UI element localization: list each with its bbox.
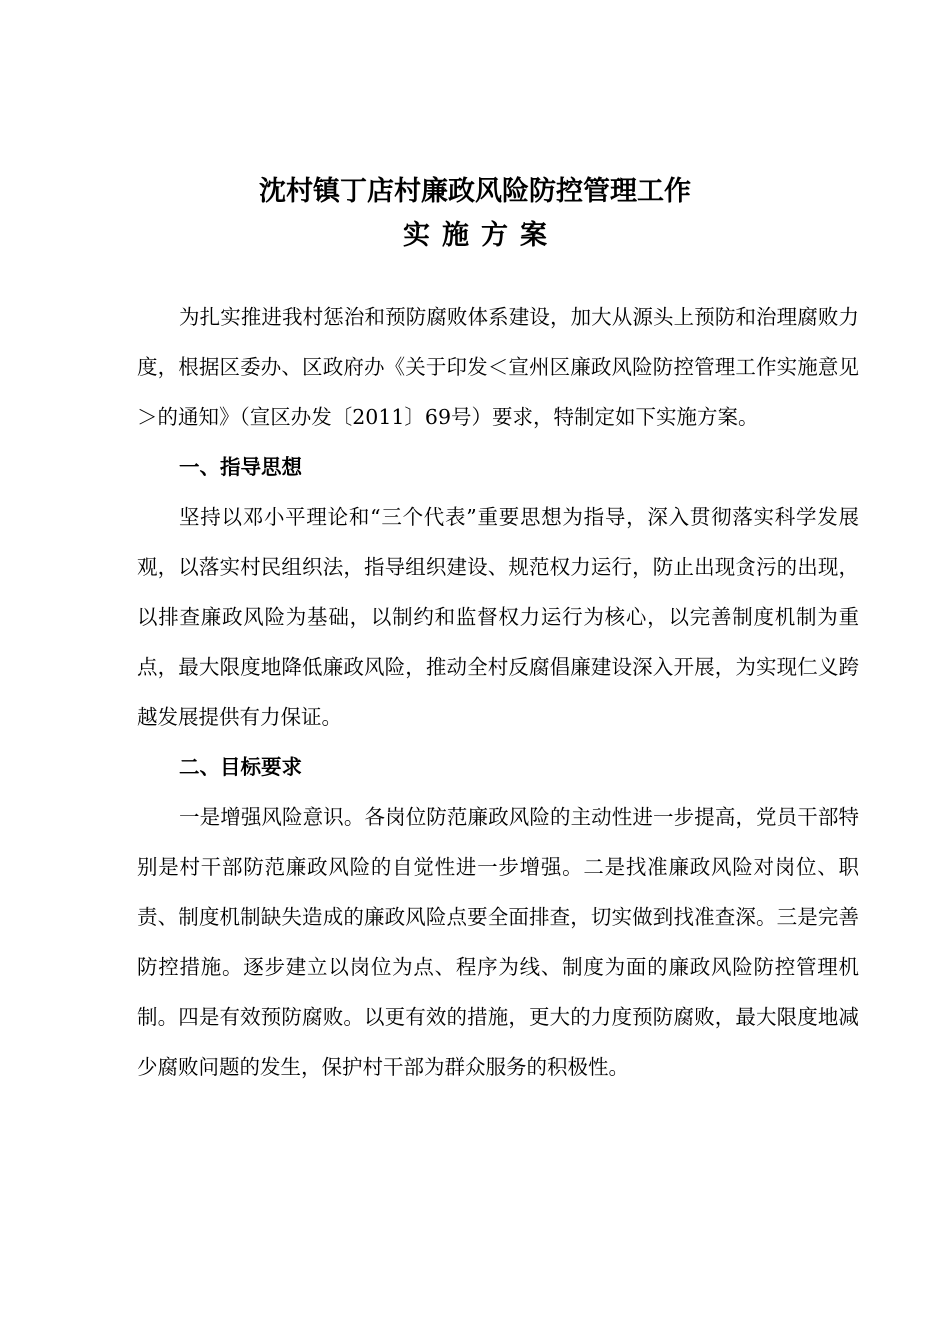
title-line-1: 沈村镇丁店村廉政风险防控管理工作 — [259, 176, 691, 207]
document-title — [0, 170, 950, 258]
section-heading-goals: 二、目标要求 — [179, 755, 302, 779]
section-heading-guiding-thought: 一、指导思想 — [179, 455, 302, 479]
section-body-guiding-thought: 坚持以邓小平理论和“三个代表”重要思想为指导，深入贯彻落实科学发展观，以落实村民组织法，指导组织建设、规范权力运行，防止出现贪污的出现，以排查廉政风险为基础，以制约和监督权力运行为核心，以完善制度机制为重点，最大限度地降低廉政风险，推动全村反腐倡廉建设深入开展，为实现仁义跨越发展提供有力保证。 — [137, 505, 859, 729]
title-line-2: 实施方案 — [403, 220, 559, 251]
intro-paragraph: 为扎实推进我村惩治和预防腐败体系建设，加大从源头上预防和治理腐败力度，根据区委办、区政府办《关于印发＜宣州区廉政风险防控管理工作实施意见＞的通知》（宣区办发〔2011〕69号）要求，特制定如下实施方案。 — [137, 305, 859, 429]
document-body — [137, 292, 859, 1092]
section-body-goals: 一是增强风险意识。各岗位防范廉政风险的主动性进一步提高，党员干部特别是村干部防范廉政风险的自觉性进一步增强。二是找准廉政风险对岗位、职责、制度机制缺失造成的廉政风险点要全面排查，切实做到找准查深。三是完善防控措施。逐步建立以岗位为点、程序为线、制度为面的廉政风险防控管理机制。四是有效预防腐败。以更有效的措施，更大的力度预防腐败，最大限度地减少腐败问题的发生，保护村干部为群众服务的积极性。 — [137, 805, 859, 1079]
